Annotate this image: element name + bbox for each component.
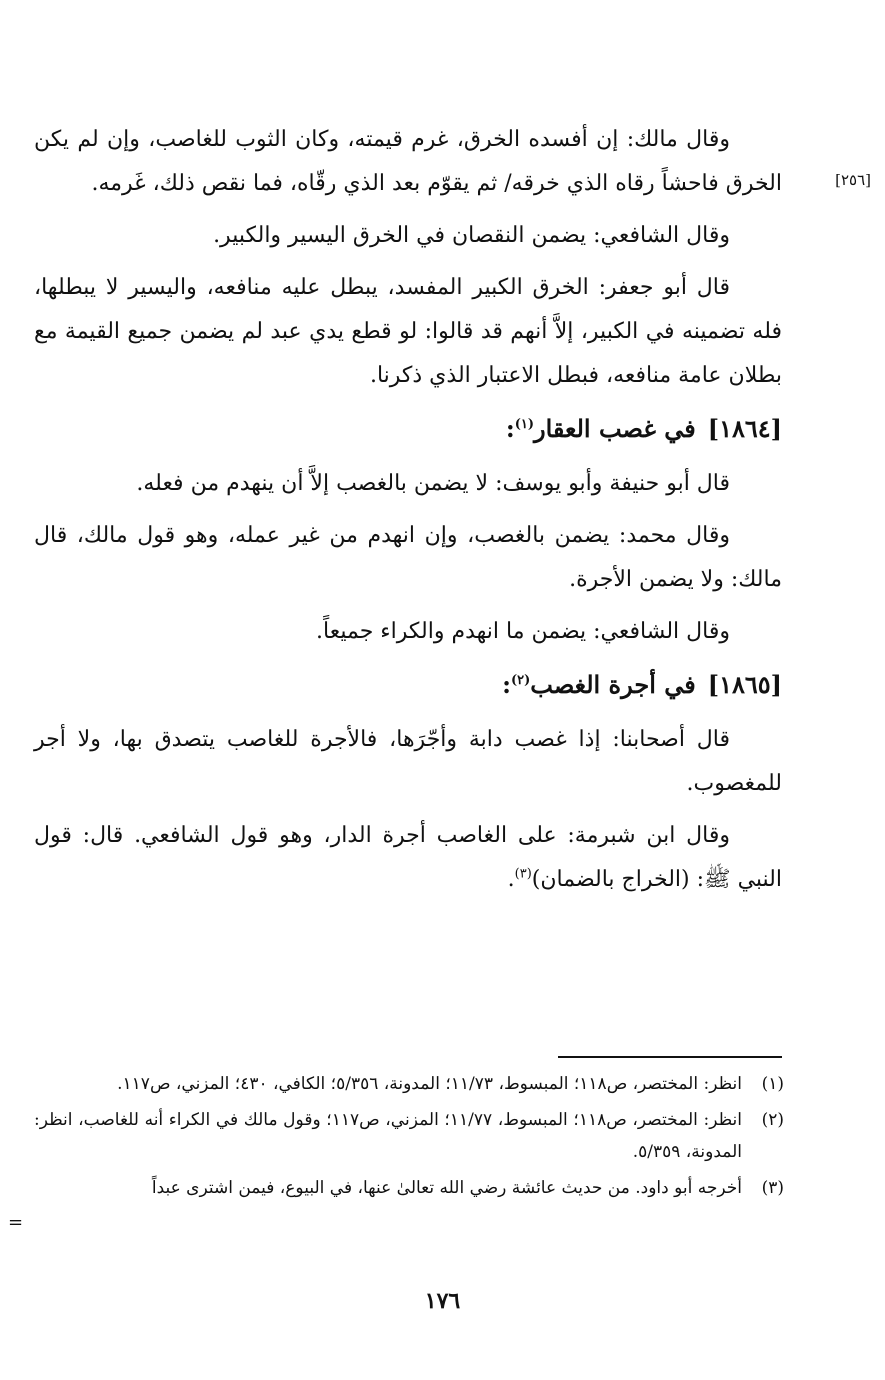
section-title: في غصب العقار <box>534 414 696 443</box>
heading-colon: : <box>505 414 515 443</box>
section-title: في أجرة الغصب <box>530 670 696 699</box>
footnote-ref: (١) <box>514 417 534 432</box>
continuation-mark: = <box>8 1212 24 1233</box>
paragraph-end: . <box>507 867 515 892</box>
footnotes <box>34 1068 784 1208</box>
footnote <box>34 1068 784 1100</box>
footnote-ref: (٣) <box>514 866 532 882</box>
page-number: ١٧٦ <box>424 1288 461 1314</box>
footnote-mark: (٣) <box>761 1178 784 1198</box>
section-heading-1865 <box>34 662 782 708</box>
paragraph-ashabuna: قال أصحابنا: إذا غصب دابة وأجّرَها، فالأجرة للغاصب يتصدق بها، ولا أجر للمغصوب. <box>34 727 782 796</box>
paragraph-shafii-2: وقال الشافعي: يضمن ما انهدم والكراء جميعاً. <box>316 619 730 644</box>
paragraph-text: وقال ابن شبرمة: على الغاصب أجرة الدار، وهو قول الشافعي. قال: قول النبي ﷺ: (الخراج بالضمان) <box>34 823 782 892</box>
paragraph-muhammad: وقال محمد: يضمن بالغصب، وإن انهدم من غير عمله، وهو قول مالك، قال مالك: ولا يضمن الأجرة. <box>34 523 782 592</box>
footnote-divider <box>558 1056 782 1058</box>
main-text <box>34 118 782 910</box>
footnote <box>34 1104 784 1168</box>
footnote-text: انظر: المختصر، ص١١٨؛ المبسوط، ١١/٧٣؛ المدونة، ٥/٣٥٦؛ الكافي، ٤٣٠؛ المزني، ص١١٧. <box>117 1074 742 1094</box>
paragraph-ibn-shubruma <box>34 814 782 902</box>
margin-page-reference: [٢٥٦] <box>835 171 871 189</box>
footnote-mark: (١) <box>761 1074 784 1094</box>
footnote-text: أخرجه أبو داود. من حديث عائشة رضي الله تعالىٰ عنها، في البيوع، فيمن اشترى عبداً <box>151 1178 742 1198</box>
paragraph-abu-hanifa: قال أبو حنيفة وأبو يوسف: لا يضمن بالغصب إلاَّ أن ينهدم من فعله. <box>136 471 730 496</box>
section-number: [١٨٦٥] <box>707 670 782 699</box>
section-heading-1864 <box>34 406 782 452</box>
section-number: [١٨٦٤] <box>707 414 782 443</box>
paragraph-shafii: وقال الشافعي: يضمن النقصان في الخرق اليسير والكبير. <box>213 223 730 248</box>
paragraph-abu-jafar: قال أبو جعفر: الخرق الكبير المفسد، يبطل عليه منافعه، واليسير لا يبطلها، فله تضمينه في الكبير، إلاَّ أنهم قد قالوا: لو قطع يدي عبد لم يضمن جميع القيمة مع بطلان عامة منافعه، فبطل الاعتبار الذي ذكرنا. <box>34 275 782 388</box>
footnote-ref: (٢) <box>510 673 531 688</box>
heading-colon: : <box>502 670 511 699</box>
footnote <box>34 1172 784 1204</box>
paragraph-malik: وقال مالك: إن أفسده الخرق، غرم قيمته، وكان الثوب للغاصب، وإن لم يكن الخرق فاحشاً رقاه الذي خرقه/ ثم يقوّم بعد الذي رقّاه، فما نقص ذلك، غَرمه. <box>34 127 782 196</box>
footnote-text: انظر: المختصر، ص١١٨؛ المبسوط، ١١/٧٧؛ المزني، ص١١٧؛ وقول مالك في الكراء أنه للغاصب، انظر: المدونة، ٥/٣٥٩. <box>34 1110 742 1162</box>
footnote-mark: (٢) <box>761 1110 784 1130</box>
